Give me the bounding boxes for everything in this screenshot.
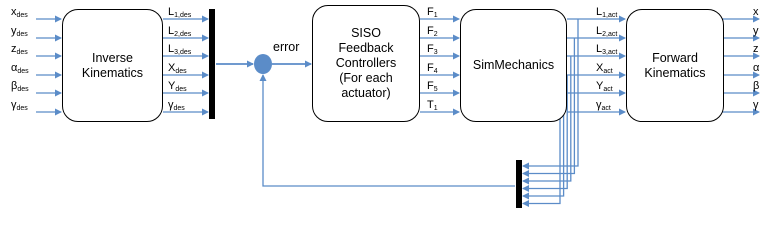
ik-output-label-symbol: γ — [168, 99, 174, 111]
ik-output-label-subscript: 3,des — [174, 49, 192, 56]
ik-output-label-symbol: L — [168, 43, 175, 55]
input-label-symbol: y — [11, 25, 17, 37]
summing-junction — [254, 54, 272, 74]
sim-output-label — [596, 99, 611, 115]
sim-output-label-subscript: act — [601, 105, 611, 112]
sim-output-label — [596, 80, 613, 96]
ik-output-label-symbol: L — [168, 25, 175, 37]
ik-output-label — [168, 99, 185, 115]
controller-output-label — [427, 43, 438, 59]
controller-output-label-symbol: F — [427, 80, 434, 92]
ik-output-label-subscript: des — [175, 68, 187, 75]
forward-kinematics-label: Forward Kinematics — [644, 50, 706, 80]
sim-output-label-subscript: 1,act — [602, 12, 618, 19]
controller-output-label-symbol: T — [427, 99, 434, 111]
input-label — [11, 80, 29, 96]
input-label-symbol: γ — [11, 99, 17, 111]
controller-output-label-subscript: 1 — [433, 12, 438, 19]
controller-output-label — [427, 6, 438, 22]
controller-output-label-symbol: F — [427, 43, 434, 55]
ik-output-label-subscript: des — [175, 86, 187, 93]
siso-controllers-block — [312, 5, 420, 122]
input-label-symbol: z — [11, 43, 17, 55]
forward-kinematics-block — [626, 9, 724, 122]
feedback-line — [523, 112, 560, 204]
mux-bus-bar — [209, 9, 215, 119]
fk-output-label: γ — [753, 99, 759, 111]
error-label: error — [273, 40, 300, 54]
sim-output-label-subscript: 3,act — [602, 49, 618, 56]
sim-output-label-symbol: X — [596, 62, 604, 74]
controller-output-label-subscript: 3 — [433, 49, 438, 56]
input-label-symbol: α — [11, 62, 18, 74]
controller-output-label — [427, 25, 438, 41]
ik-output-label-symbol: L — [168, 6, 175, 18]
sim-output-label-symbol: Y — [596, 80, 604, 92]
input-label-subscript: des — [16, 12, 28, 19]
ik-output-label — [168, 6, 191, 22]
simmechanics-label: SimMechanics — [472, 58, 555, 72]
input-label-symbol: β — [11, 80, 18, 92]
sim-output-label — [596, 43, 617, 59]
input-label-symbol: x — [11, 6, 17, 18]
input-label — [11, 62, 29, 78]
fk-output-label: x — [753, 6, 759, 18]
controller-output-label-subscript: 2 — [433, 31, 438, 38]
input-label-subscript: des — [16, 31, 28, 38]
ik-output-label-subscript: des — [173, 105, 185, 112]
ik-output-label-subscript: 1,des — [174, 12, 192, 19]
controller-output-label — [427, 62, 438, 78]
sim-output-label — [596, 62, 613, 78]
ik-output-label — [168, 25, 191, 41]
input-label — [11, 25, 28, 41]
controller-output-label-symbol: F — [427, 62, 434, 74]
input-label-subscript: des — [16, 49, 28, 56]
sim-output-label-symbol: L — [596, 6, 603, 18]
sim-output-label-symbol: L — [596, 25, 603, 37]
input-label-subscript: des — [16, 105, 28, 112]
inverse-kinematics-block — [62, 9, 163, 122]
ik-output-label — [168, 80, 187, 96]
ik-output-label — [168, 62, 187, 78]
ik-output-label-symbol: Y — [168, 80, 176, 92]
input-label-subscript: des — [17, 68, 29, 75]
inverse-kinematics-label: Inverse Kinematics — [81, 50, 144, 80]
fk-output-label: β — [753, 80, 760, 92]
fk-output-label: z — [753, 43, 759, 55]
simmechanics-block — [460, 9, 567, 122]
sim-output-label-subscript: 2,act — [602, 31, 618, 38]
input-label — [11, 6, 28, 22]
ik-output-label-symbol: X — [168, 62, 176, 74]
input-label — [11, 99, 28, 115]
fk-output-label: α — [753, 62, 760, 74]
feedback-mux-bus-bar — [516, 160, 522, 208]
sim-output-label-subscript: act — [603, 86, 613, 93]
controller-output-label — [427, 80, 438, 96]
sim-output-label — [596, 6, 617, 22]
siso-controllers-label: SISO Feedback Controllers (For each actuator) — [335, 26, 397, 100]
input-label — [11, 43, 28, 59]
ik-output-label — [168, 43, 191, 59]
controller-output-label-subscript: 5 — [433, 86, 438, 93]
input-label-subscript: des — [17, 86, 29, 93]
sim-output-label-subscript: act — [603, 68, 613, 75]
controller-output-label-symbol: F — [427, 25, 434, 37]
controller-output-label-symbol: F — [427, 6, 434, 18]
controller-output-label-subscript: 4 — [433, 68, 438, 75]
sim-output-label-symbol: L — [596, 43, 603, 55]
sim-output-label — [596, 25, 617, 41]
controller-output-label-subscript: 1 — [433, 105, 438, 112]
fk-output-label: y — [753, 25, 759, 37]
sim-output-label-symbol: γ — [596, 99, 602, 111]
controller-output-label — [427, 99, 438, 115]
ik-output-label-subscript: 2,des — [174, 31, 192, 38]
